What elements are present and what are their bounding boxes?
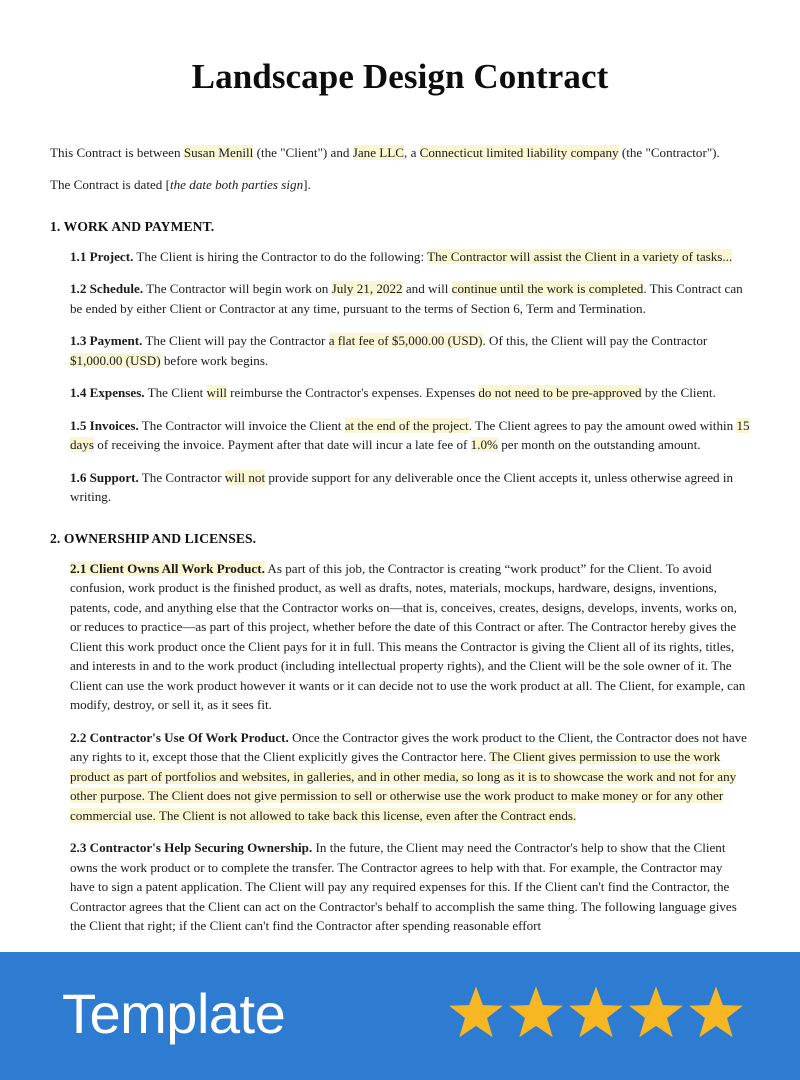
section-heading: 1. WORK AND PAYMENT. [50, 218, 215, 234]
clause-label: 2.3 Contractor's Help Securing Ownership. [70, 840, 313, 855]
highlighted-text: will [206, 385, 227, 400]
clause-paragraph [70, 279, 750, 318]
highlighted-text: The Contractor will assist the Client in a variety of tasks... [427, 248, 733, 264]
star-icon [687, 984, 745, 1042]
highlighted-text: Jane LLC [352, 144, 405, 160]
clause-paragraph [70, 468, 750, 507]
body-text: The Client is hiring the Contractor to do the following: [133, 248, 428, 264]
italic-text: the date both parties sign [170, 177, 304, 192]
body-text: before work begins. [160, 352, 269, 368]
clause-label: 1.3 Payment. [70, 333, 143, 348]
body-text: The Contractor will invoice the Client [138, 417, 345, 433]
body-text: (the "Contractor"). [618, 144, 720, 160]
body-text: The Client will pay the Contractor [142, 333, 329, 348]
highlighted-text: will not [224, 469, 266, 485]
sections-block [50, 208, 750, 936]
clause-paragraph [70, 838, 750, 936]
star-icon [507, 984, 565, 1042]
intro-paragraph [50, 175, 750, 195]
body-text: , a [404, 144, 420, 160]
highlighted-text: 1.0% [470, 437, 498, 452]
highlighted-text: do not need to be pre-approved [478, 385, 642, 400]
body-text: provide support for any deliverable once the Client accepts it, unless otherwise agreed in writing. [70, 469, 734, 504]
body-text: by the Client. [641, 385, 716, 400]
body-text: In the future, the Client may need the Contractor's help to show that the Client owns the work product or to complete the transfer. The Contractor agrees to help with that. For example, the Contractor may have to sign a patent application. The Client will pay any required expenses for this. If the Client can't find the Contractor, the Contractor agrees that the Client can act on the Contractor's behalf to accomplish the same thing. The following language gives the Client that right; if the Client can't find the Contractor after spending reasonable effort [70, 840, 737, 933]
body-text: and will [402, 281, 452, 296]
highlighted-text: 15 days [70, 417, 750, 452]
clause-label: 1.2 Schedule. [70, 281, 144, 296]
intro-paragraph [50, 143, 750, 163]
highlighted-text: Susan Menill [183, 144, 254, 160]
body-text: (the "Client") and [253, 144, 353, 160]
clause-paragraph [70, 331, 750, 370]
body-text: . This Contract can be ended by either Client or Contractor at any time, pursuant to the terms of Section 6, Term and Termination. [70, 281, 743, 316]
clause-paragraph [70, 416, 750, 455]
intro-block [50, 143, 750, 195]
clause-label: 1.6 Support. [70, 469, 139, 485]
star-icon [447, 984, 505, 1042]
body-text: per month on the outstanding amount. [497, 437, 701, 452]
highlighted-text: at the end of the project [344, 417, 469, 433]
clause-label: 1.5 Invoices. [70, 417, 139, 433]
clause-paragraph [70, 728, 750, 826]
rating-stars [447, 984, 745, 1048]
body-text: The Contract is dated [ [50, 177, 170, 192]
clause-label: 1.4 Expenses. [70, 385, 145, 400]
clause-label: 2.2 Contractor's Use Of Work Product. [70, 729, 289, 745]
body-text: Once the Contractor gives the work product to the Client, the Contractor does not have any rights to it, except those that the Client explicitly gives the Contractor here. [70, 729, 747, 764]
highlighted-text: a flat fee of $5,000.00 (USD) [328, 333, 483, 348]
clause-paragraph [70, 247, 750, 267]
star-icon [627, 984, 685, 1042]
clause-label: 1.1 Project. [70, 248, 134, 264]
clause-paragraph [70, 559, 750, 715]
template-label: Template [62, 982, 286, 1045]
highlighted-text: July 21, 2022 [331, 281, 403, 296]
section-heading: 2. OWNERSHIP AND LICENSES. [50, 530, 257, 546]
body-text: . Of this, the Client will pay the Contractor [482, 333, 708, 348]
body-text: The Contractor will begin work on [143, 281, 332, 296]
body-text: of receiving the invoice. Payment after that date will incur a late fee of [94, 437, 471, 452]
highlighted-text: The Client gives permission to use the work product as part of portfolios and websites, in galleries, and in other media, so long as it is to showcase the work and not for any other purpose. The Client does not give permission to sell or otherwise use the work product to make money or for any other commercial use. The Client is not allowed to take back this license, even after the Contract ends. [70, 749, 737, 823]
body-text: . The Client agrees to pay the amount owed within [468, 417, 737, 433]
clause-paragraph [70, 383, 750, 403]
page-title: Landscape Design Contract [191, 57, 609, 96]
clause-label: 2.1 Client Owns All Work Product. [70, 560, 265, 576]
body-text: The Contractor [138, 469, 225, 485]
body-text: This Contract is between [50, 144, 184, 160]
body-text: As part of this job, the Contractor is creating “work product” for the Client. To avoid confusion, work product is the finished product, as well as drafts, notes, materials, mockups, hardware, designs, inventions, patents, code, and anything else that the Contractor works on—that is, conceives, creates, designs, develops, invents, works on, or reduces to practice—as part of this project, whether before the date of this Contract or after. The Contractor hereby gives the Client this work product once the Client pays for it in full. This means the Contractor is giving the Client all of its rights, titles, and interests in and to the work product (including intellectual property rights), and the Client will be the sole owner of it. The Client can use the work product however it wants or it can decide not to use the work product at all. The Client, for example, can modify, destroy, or sell it, as it sees fit. [70, 560, 746, 712]
body-text: The Client [144, 385, 207, 400]
body-text: ]. [303, 177, 311, 192]
highlighted-text: continue until the work is completed [451, 281, 644, 296]
body-text [170, 177, 303, 192]
body-text: reimburse the Contractor's expenses. Expenses [226, 385, 479, 400]
template-banner [0, 952, 800, 1080]
highlighted-text: $1,000.00 (USD) [70, 352, 161, 368]
star-icon [567, 984, 625, 1042]
highlighted-text: Connecticut limited liability company [419, 144, 619, 160]
